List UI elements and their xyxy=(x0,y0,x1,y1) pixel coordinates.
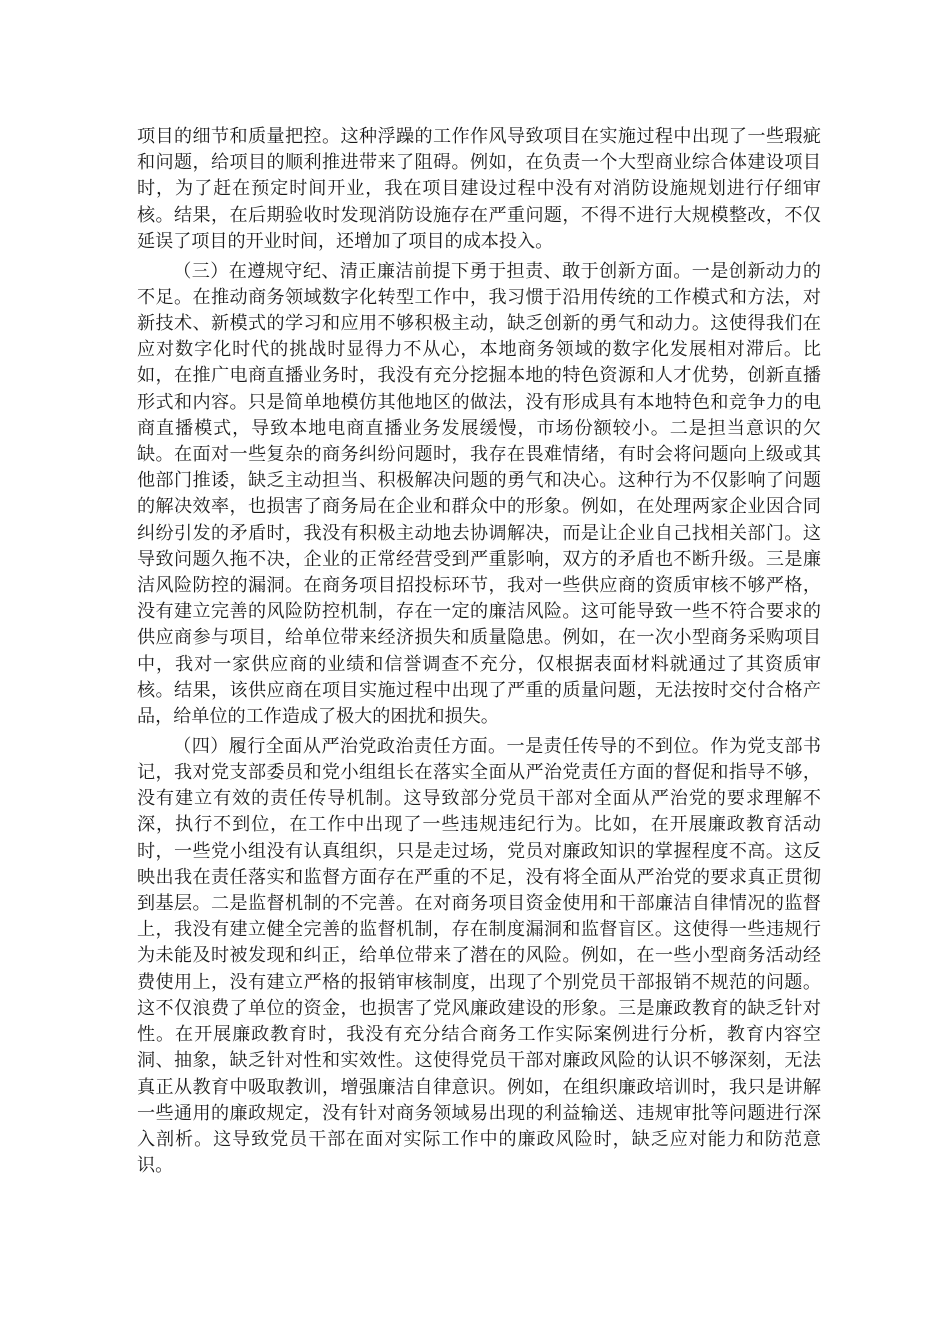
paragraph-section-4: （四）履行全面从严治党政治责任方面。一是责任传导的不到位。作为党支部书记，我对党支部委员和党小组组长在落实全面从严治党责任方面的督促和指导不够，没有建立有效的责任传导机制。这导致部分党员干部对全面从严治党的要求理解不深，执行不到位，在工作中出现了一些违规违纪行为。比如，在开展廉政教育活动时，一些党小组没有认真组织，只是走过场，党员对廉政知识的掌握程度不高。这反映出我在责任落实和监督方面存在严重的不足，没有将全面从严治党的要求真正贯彻到基层。二是监督机制的不完善。在对商务项目资金使用和干部廉洁自律情况的监督上，我没有建立健全完善的监督机制，存在制度漏洞和监督盲区。这使得一些违规行为未能及时被发现和纠正，给单位带来了潜在的风险。例如，在一些小型商务活动经费使用上，没有建立严格的报销审核制度，出现了个别党员干部报销不规范的问题。这不仅浪费了单位的资金，也损害了党风廉政建设的形象。三是廉政教育的缺乏针对性。在开展廉政教育时，我没有充分结合商务工作实际案例进行分析，教育内容空洞、抽象，缺乏针对性和实效性。这使得党员干部对廉政风险的认识不够深刻，无法真正从教育中吸取教训，增强廉洁自律意识。例如，在组织廉政培训时，我只是讲解一些通用的廉政规定，没有针对商务领域易出现的利益输送、违规审批等问题进行深入剖析。这导致党员干部在面对实际工作中的廉政风险时，缺乏应对能力和防范意识。 xyxy=(137,735,821,1177)
paragraph-continuation: 项目的细节和质量把控。这种浮躁的工作作风导致项目在实施过程中出现了一些瑕疵和问题，给项目的顺利推进带来了阻碍。例如，在负责一个大型商业综合体建设项目时，为了赶在预定时间开业，我在项目建设过程中没有对消防设施规划进行仔细审核。结果，在后期验收时发现消防设施存在严重问题，不得不进行大规模整改，不仅延误了项目的开业时间，还增加了项目的成本投入。 xyxy=(137,126,821,252)
paragraph-section-3: （三）在遵规守纪、清正廉洁前提下勇于担责、敢于创新方面。一是创新动力的不足。在推动商务领域数字化转型工作中，我习惯于沿用传统的工作模式和方法，对新技术、新模式的学习和应用不够积极主动，缺乏创新的勇气和动力。这使得我们在应对数字化时代的挑战时显得力不从心，本地商务领域的数字化发展相对滞后。比如，在推广电商直播业务时，我没有充分挖掘本地的特色资源和人才优势，创新直播形式和内容。只是简单地模仿其他地区的做法，没有形成具有本地特色和竞争力的电商直播模式，导致本地电商直播业务发展缓慢，市场份额较小。二是担当意识的欠缺。在面对一些复杂的商务纠纷问题时，我存在畏难情绪，有时会将问题向上级或其他部门推诿，缺乏主动担当、积极解决问题的勇气和决心。这种行为不仅影响了问题的解决效率，也损害了商务局在企业和群众中的形象。例如，在处理两家企业因合同纠纷引发的矛盾时，我没有积极主动地去协调解决，而是让企业自己找相关部门。这导致问题久拖不决，企业的正常经营受到严重影响，双方的矛盾也不断升级。三是廉洁风险防控的漏洞。在商务项目招投标环节，我对一些供应商的资质审核不够严格，没有建立完善的风险防控机制，存在一定的廉洁风险。这可能导致一些不符合要求的供应商参与项目，给单位带来经济损失和质量隐患。例如，在一次小型商务采购项目中，我对一家供应商的业绩和信誉调查不充分，仅根据表面材料就通过了其资质审核。结果，该供应商在项目实施过程中出现了严重的质量问题，无法按时交付合格产品，给单位的工作造成了极大的困扰和损失。 xyxy=(137,260,821,728)
document-page xyxy=(137,124,821,1179)
